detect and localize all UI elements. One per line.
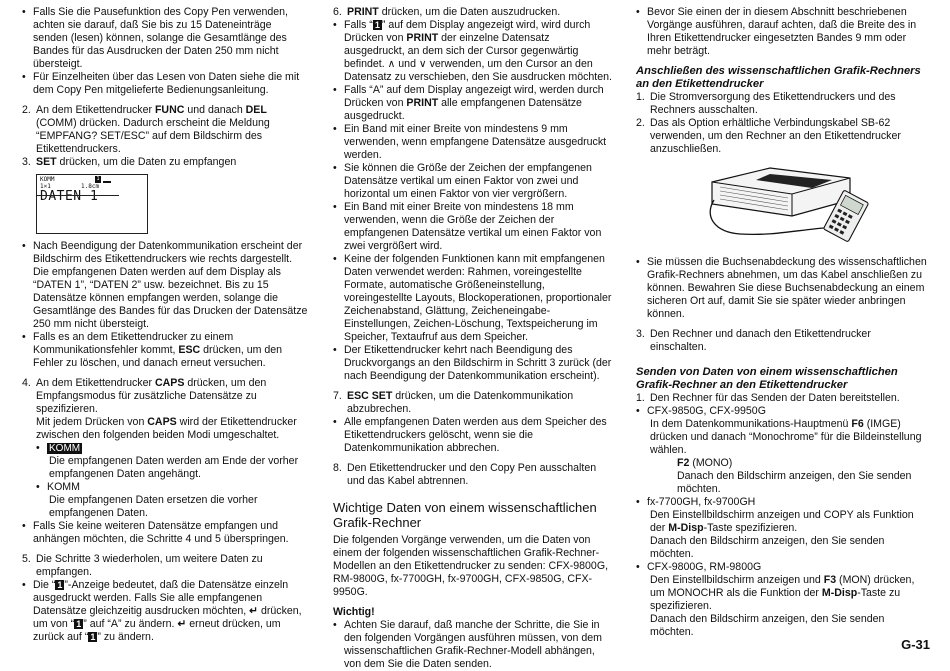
record-indicator: 1 xyxy=(96,176,100,182)
note-after-communication: • Nach Beendigung der Datenkommunikation erscheint der Bildschirm des Etikettendruckers wie rechts dargestellt. Die empfangenen Daten werden auf dem Display als “DATEN 1”, “DATEN 2” usw. bezeichnet. Bis zu 15 Datensätze können empfangen werden, solange die Gesamtlänge des Bandes für das Drucken der Datensätze 250 mm nicht übersteigt. xyxy=(22,240,308,331)
model-fx7700gh-next: Danach den Bildschirm anzeigen, den Sie senden möchten. xyxy=(650,535,885,560)
note-jack-cover: • Sie müssen die Buchsenabdeckung des wissenschaftlichen Grafik-Rechners abnehmen, um das Kabel anschließen zu können. Bewahren Sie diese Buchsenabdeckung an einem sicheren Ort auf, damit Sie sie später wieder anbringen können. xyxy=(636,256,928,321)
mode-append xyxy=(36,442,308,455)
model-cfx9850g-desc: In dem Datenkommunikations-Hauptmenü F6 (IMGE) drücken und danach “Monochrome” für die Bildeinstellung wählen. xyxy=(650,418,922,456)
step-4-detail: Mit jedem Drücken von CAPS wird der Etikettendrucker zwischen den folgenden beiden Modi umgeschaltet. xyxy=(36,416,297,441)
display-bar xyxy=(103,181,111,183)
mode-append-desc: Die empfangenen Daten werden am Ende der vorher empfangenen Daten angehängt. xyxy=(49,455,299,480)
note-comm-error: • Falls es an dem Etikettendrucker zu einem Kommunikationsfehler kommt, ESC drücken, um den Fehler zu löschen, und danach erneut versuchen. xyxy=(22,331,308,370)
note-char-size: • Sie können die Größe der Zeichen der empfangenen Datensätze vertikal um einen Faktor von zwei und horizontal um einen Faktor von vier vergrößern. xyxy=(333,162,613,201)
send-step-1: 1. Den Rechner für das Senden der Daten bereitstellen. xyxy=(636,392,900,404)
step-7: 7. ESC SET drücken, um die Datenkommunikation abzubrechen. xyxy=(333,390,574,415)
note-tape-18mm: • Ein Band mit einer Breite von mindestens 18 mm verwenden, wenn die Größe der Zeichen der empfangenen Datensätze vertikal um einen Faktor von zwei vergrößert wird. xyxy=(333,201,613,253)
indicator-one-icon: 1 xyxy=(90,632,96,642)
model-cfx9850g-next: Danach den Bildschirm anzeigen, den Sie senden möchten. xyxy=(677,470,912,495)
step-6: 6. PRINT drücken, um die Daten auszudrucken. xyxy=(333,6,561,18)
connect-step-1: 1. Die Stromversorgung des Etikettendruckers und des Rechners ausschalten. xyxy=(636,91,896,116)
model-cfx9850g: • CFX-9850G, CFX-9950G xyxy=(636,405,928,418)
indicator-one-icon: 1 xyxy=(57,580,63,590)
important-label: Wichtig! xyxy=(333,606,375,618)
step-4: 4. An dem Etikettendrucker CAPS drücken, um den Empfangsmodus für zusätzliche Datensätze zu spezifizieren. xyxy=(22,377,267,415)
note-tape-width: • Bevor Sie einen der in diesem Abschnitt beschriebenen Vorgänge ausführen, darauf achten, daß die Breite des in Ihren Etikettendrucker eingesetzten Bandes 9 mm oder mehr beträgt. xyxy=(636,6,928,58)
lcd-divider xyxy=(37,195,119,196)
model-cfx9800g-next: Danach den Bildschirm anzeigen, den Sie senden möchten. xyxy=(650,613,885,638)
section-heading: Wichtige Daten von einem wissenschaftlichen Grafik-Rechner xyxy=(333,500,597,530)
indicator-one-icon: 1 xyxy=(76,619,82,629)
connection-illustration xyxy=(700,160,928,250)
note-pause: • Falls Sie die Pausefunktion des Copy Pen verwenden, achten sie darauf, daß Sie bis zu 15 Dateneinträge senden (lesen) können, solange die Gesamtlänge des Bandes für das Ausdrucken der Daten 250 mm nicht übersteigt. xyxy=(22,6,308,71)
note-return-screen: • Der Etikettendrucker kehrt nach Beendigung des Druckvorgangs an den Bildschirm in Schritt 3 zurück (der nach Beendigung der Datenkommunikation erscheint). xyxy=(333,344,613,383)
step-2: 2. An dem Etikettendrucker FUNC und danach DEL (COMM) drücken. Dadurch erscheint die Meldung “EMPFANG? SET/ESC” auf dem Bildschirm des Etikettendruckers. xyxy=(22,104,270,155)
step-8: 8. Den Etikettendrucker und den Copy Pen ausschalten und das Kabel abtrennen. xyxy=(333,462,597,487)
model-fx7700gh: • fx-7700GH, fx-9700GH xyxy=(636,496,928,509)
note-tape-9mm: • Ein Band mit einer Breite von mindestens 9 mm verwenden, wenn empfangene Datensätze ausgedruckt werden. xyxy=(333,123,613,162)
connect-step-2: 2. Das als Option erhältliche Verbindungskabel SB-62 verwenden, um den Rechner an den Etikettendrucker anzuschließen. xyxy=(636,117,901,155)
connect-step-3: 3. Den Rechner und danach den Etikettendrucker einschalten. xyxy=(636,328,871,353)
note-single-indicator: • Die “ 1 ”-Anzeige bedeutet, daß die Datensätze einzeln ausgedruckt werden. Falls Sie alle empfangenen Datensätze gleichzeitig ausdrucken möchten, ↵ drücken, um von “ 1 ” auf “A” zu ändern. ↵ erneut drücken, um zurück auf “ 1 ” zu ändern. xyxy=(22,579,308,644)
model-fx7700gh-desc: Den Einstellbildschirm anzeigen und COPY als Funktion der M-Disp-Taste spezifizieren. xyxy=(650,509,914,534)
step-5: 5. Die Schritte 3 wiederholen, um weitere Daten zu empfangen. xyxy=(22,553,263,578)
komm-highlighted-label: KOMM xyxy=(49,443,81,454)
lcd-display: KOMM 1 1×1 1.8cm DATEN 1 xyxy=(36,174,148,234)
section-intro: Die folgenden Vorgänge verwenden, um die Daten von einem der folgenden wissenschaftlichen Grafik-Rechner-Modellen an den Etikettendrucker zu senden: CFX-9800G, RM-9800G, fx-7700GH, fx-9700GH, CFX-9850G, CFX-9950G. xyxy=(333,534,609,598)
note-all-print: • Falls “A” auf dem Display angezeigt wird, werden durch Drücken von PRINT alle empfangenen Datensätze ausgedruckt. xyxy=(333,84,613,123)
step-3: 3. SET drücken, um die Daten zu empfangen xyxy=(22,156,237,168)
printer-calculator-cable-illustration xyxy=(700,160,890,246)
model-cfx9850g-f2: F2 (MONO) xyxy=(677,457,733,469)
model-cfx9800g-desc: Den Einstellbildschirm anzeigen und F3 (MON) drücken, um MONOCHR als die Funktion der M-Disp-Taste zu spezifizieren. xyxy=(650,574,915,612)
note-copy-pen-manual: • Für Einzelheiten über das Lesen von Daten siehe die mit dem Copy Pen mitgelieferte Bedienungsanleitung. xyxy=(22,71,308,97)
note-data-cleared: • Alle empfangenen Daten werden aus dem Speicher des Etikettendruckers gelöscht, wenn sie die Datenkommunikation abbrechen. xyxy=(333,416,613,455)
model-cfx9800g: • CFX-9800G, RM-9800G xyxy=(636,561,928,574)
indicator-one-icon: 1 xyxy=(374,20,380,30)
note-skip-steps: • Falls Sie keine weiteren Datensätze empfangen und anhängen möchten, die Schritte 4 und 5 überspringen. xyxy=(22,520,308,546)
enter-key-icon: ↵ xyxy=(249,605,259,617)
mode-replace-desc: Die empfangenen Daten ersetzen die vorher empfangenen Daten. xyxy=(49,494,258,519)
lcd-main-text: DATEN 1 xyxy=(40,189,99,204)
enter-key-icon: ↵ xyxy=(177,618,187,630)
note-single-print: • Falls “ 1 ” auf dem Display angezeigt wird, wird durch Drücken von PRINT der einzelne Datensatz ausgedruckt, an dem sich der Cursor gegenwärtig befindet. ∧ und ∨ verwenden, um den Cursor an den Datensatz zu verschieben, den Sie ausdrucken möchten. xyxy=(333,19,613,84)
note-model-dependent: • Achten Sie darauf, daß manche der Schritte, die Sie in den folgenden Vorgängen ausführen müssen, von dem wissenschaftlichen Grafik-Rechner-Modell abhängen, von dem Sie die Daten senden. xyxy=(333,619,613,671)
page-number: G-31 xyxy=(901,637,930,652)
column-left xyxy=(22,6,308,644)
cursor-arrows-icon: ∧ und ∨ xyxy=(387,58,427,70)
subheading-send: Senden von Daten von einem wissenschaftlichen Grafik-Rechner an den Etikettendrucker xyxy=(636,366,898,391)
note-unavailable-functions: • Keine der folgenden Funktionen kann mit empfangenen Daten verwendet werden: Rahmen, voreingestellte Formate, automatische Größeneinstellung, voreingestellte Layouts, Blockoperationen, proportionaler Zeichenabstand, Glättung, Zeicheneingabe-Einstellungen, Zeichen-Löschung, Textspeicherung im Speicher, Textaufruf aus dem Speicher. xyxy=(333,253,613,344)
mode-replace: • KOMM xyxy=(36,481,308,494)
column-middle xyxy=(333,6,613,671)
subheading-connect: Anschließen des wissenschaftlichen Grafik-Rechners an den Etikettendrucker xyxy=(636,65,921,90)
column-right xyxy=(636,6,928,639)
